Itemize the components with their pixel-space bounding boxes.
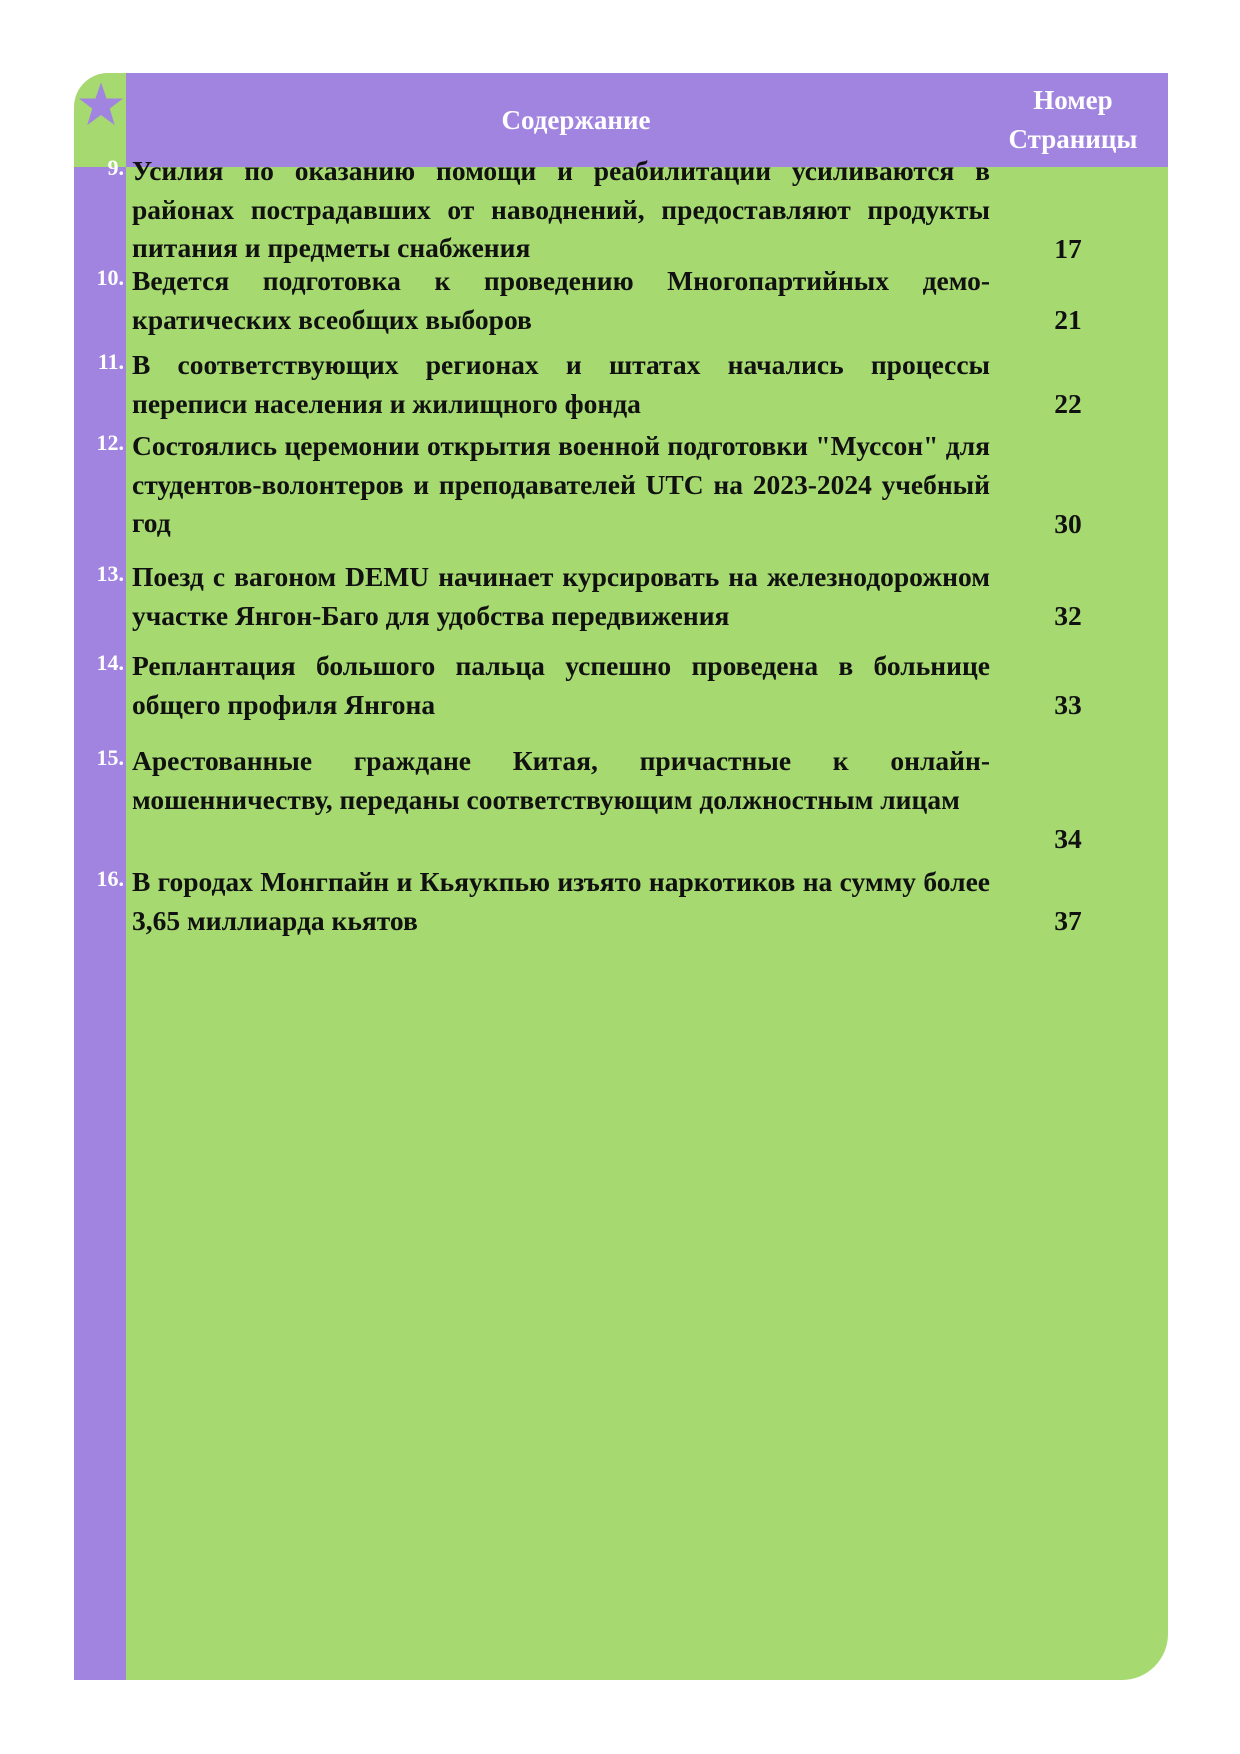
- page-number-heading: [988, 81, 1158, 159]
- entry-title[interactable]: В городах Монгпайн и Кьяукпью изъято наркотиков на сумму более 3,65 миллиарда кьятов: [132, 866, 990, 936]
- entry-title[interactable]: Реплантация большого пальца успешно проведена в больнице общего профиля Янгона: [132, 650, 990, 720]
- entry-page-number: 33: [1054, 689, 1082, 720]
- entry-page-number: 30: [1054, 508, 1082, 539]
- entry-number: 16.: [96, 866, 124, 891]
- entry-number: 15.: [96, 745, 124, 770]
- entry-title[interactable]: Арестованные граждане Китая, причастные к онлайн-мошенничеству, переданы соответствующим должностным лицам: [132, 745, 990, 815]
- entry-page-number: 22: [1054, 388, 1082, 419]
- entry-page-number: 34: [1054, 823, 1082, 854]
- page-number-heading-line1: Номер: [1033, 85, 1113, 115]
- entry-page-number: 21: [1054, 304, 1082, 335]
- page-number-heading-line2: Страницы: [1008, 124, 1138, 154]
- entry-page-number: 37: [1054, 905, 1082, 936]
- star-icon: [78, 81, 124, 127]
- entry-title[interactable]: Состоялись церемонии открытия военной подготовки "Муссон" для студентов-волонтеров и преподавателей UTC на 2023-2024 учебный год: [132, 430, 990, 539]
- entry-title[interactable]: Ведется подготовка к проведению Многопартийных демократических всеобщих выборов: [132, 265, 990, 335]
- contents-panel: [74, 73, 1168, 1680]
- entry-number: 11.: [97, 349, 124, 374]
- entry-number: 9.: [107, 155, 124, 180]
- entry-number: 12.: [96, 430, 124, 455]
- entry-page-number: 17: [1054, 233, 1082, 264]
- contents-heading: Содержание: [501, 105, 651, 135]
- entry-page-number: 32: [1054, 600, 1082, 631]
- entry-title[interactable]: В соответствующих регионах и штатах начались процессы переписи населения и жилищного фонда: [132, 349, 990, 419]
- entry-number: 10.: [96, 265, 124, 290]
- entry-title[interactable]: Усилия по оказанию помощи и реабилитации усиливаются в районах пострадавших от наводнений, предоставляют продукты питания и предметы снабжения: [132, 155, 990, 264]
- entry-title[interactable]: Поезд с вагоном DEMU начинает курсировать на железнодорожном участке Янгон-Баго для удобства передвижения: [132, 561, 990, 631]
- entry-number: 14.: [96, 650, 124, 675]
- sidebar-strip: [74, 167, 126, 1680]
- entry-number: 13.: [96, 561, 124, 586]
